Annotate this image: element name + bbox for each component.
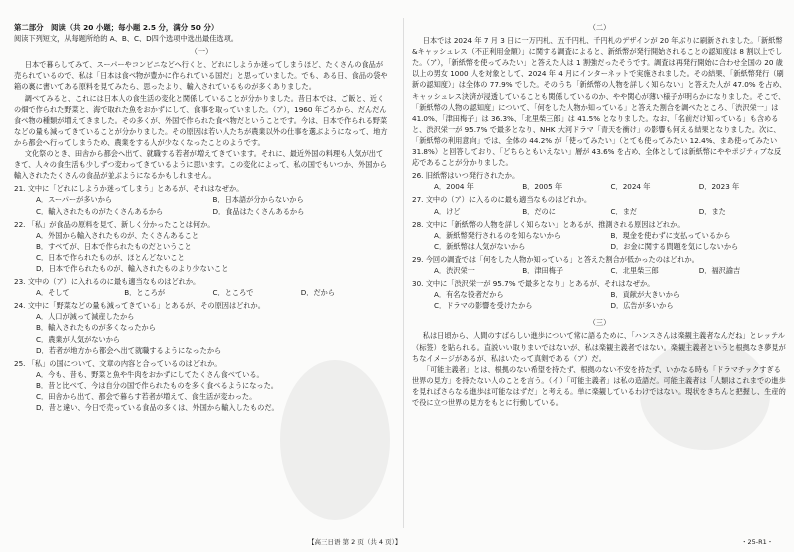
answer-options [412,230,787,252]
answer-option[interactable]: D．昔と違い、今日で売っている食品の多くは、外国から輸入したものだ。 [36,403,279,413]
answer-option[interactable]: D．お金に関する問題を気にしないから [610,241,739,251]
answer-option[interactable]: D．2023 年 [698,182,740,192]
answer-option[interactable]: B．津田梅子 [522,265,564,275]
question-stem: 28. 文中に「新紙幣の人物を詳しく知らない」とあるが、推測される原因はどれか。 [412,219,685,229]
answer-option[interactable]: C．輸入されたものがたくさんあるから [36,206,164,216]
answer-option[interactable]: A．新紙幣発行されるのを知らないから [434,230,562,240]
answer-option[interactable]: B．昔と比べて、今は自分の国で作られたものを多く食べるようになった。 [36,380,278,390]
left-column [14,0,389,413]
answer-option[interactable]: A．2004 年 [434,182,474,192]
answer-options [412,289,787,311]
answer-option[interactable]: B．だのに [522,206,556,216]
question-stem: 22. 「私」が食品の原料を見て、新しく分かったことは何か。 [14,219,215,229]
answer-options [14,194,389,216]
answer-option[interactable]: D．また [698,206,726,216]
answer-option[interactable]: A．スーパーが多いから [36,195,113,205]
answer-option[interactable]: A．渋沢栄一 [434,265,475,275]
answer-options [14,287,389,298]
answer-option[interactable]: C．ところで [212,288,254,298]
instruction: 阅读下列短文，从每题所给的 A、B、C、D四个选项中选出最佳选项。 [14,34,238,44]
right-column [412,0,787,408]
answer-option[interactable]: D．だから [300,288,336,298]
passage-1 [14,59,389,181]
answer-option[interactable]: D．若者が地方から都会へ出て就職するようになったから [36,345,222,355]
question-stem: 26. 旧紙幣はいつ発行されたか。 [412,171,520,181]
paragraph: 私は日頃から、人間のすばらしい進歩について常に語るために、「ハンスさんは楽観主義者なんだね」とレッテル（标签）を貼られる。直説いい取りまいではないが、私は楽観主義者ではない。楽観主義者というと根拠なき夢見がちなイメージがあるが、私はいたって真剣である（ア）だ。 [412,331,786,363]
answer-option[interactable]: C．ドラマの影響を受けたから [434,301,533,311]
answer-option[interactable]: B．日本語が分からないから [212,195,304,205]
answer-options [14,369,389,413]
question-stem: 23. 文中の（ア）に入れるのに最も適当なものはどれか。 [14,277,201,287]
answer-option[interactable]: C．2024 年 [610,182,651,192]
question-stem: 21. 文中に「どれにしようか迷ってしまう」とあるが、それはなぜか。 [14,184,244,194]
answer-option[interactable]: B．2005 年 [522,182,563,192]
question-stem: 30. 文中に「渋沢栄一が 95.7% で最多となり」とあるが、それはなぜか。 [412,279,655,289]
answer-options [412,265,787,276]
page-number: 【高三日语 第 2 页（共 4 页）】 [308,538,402,546]
questions-26-30 [412,170,787,311]
answer-option[interactable]: C．まだ [610,206,638,216]
answer-option[interactable]: D．日本で作られたものが、輸入されたものより少ないこと [36,263,229,273]
passage-label: （一） [190,47,213,57]
answer-option[interactable]: A．今も、昔も、野菜と魚や牛肉をおかずにしてたくさん食べている。 [36,369,264,379]
question-stem: 29. 今回の調査では「何をした人物か知っている」と答えた割合が低かったのはどれか。 [412,254,699,264]
answer-option[interactable]: C．農業が人気がないから [36,334,121,344]
answer-option[interactable]: B．貢献が大きいから [610,290,681,300]
question-stem: 27. 文中の（ア）に入るのに最も適当なものはどれか。 [412,195,592,205]
passage-3 [412,330,787,408]
exam-code: ・25-R1・ [741,538,774,546]
answer-options [14,230,389,274]
answer-option[interactable]: C．田舎から出て、都会で暮らす若者が増えて、食生活が変わった。 [36,392,257,401]
answer-option[interactable]: A．けど [434,206,461,216]
answer-option[interactable]: A．人口が減って減産したから [36,312,135,322]
answer-option[interactable]: C．日本で作られたものが、ほとんどないこと [36,252,185,262]
answer-option[interactable]: D．広告が多いから [610,301,674,311]
answer-option[interactable]: D．食品はたくさんあるから [212,206,305,216]
answer-option[interactable]: A．外国から輸入されたものが、たくさんあること [36,230,200,240]
question-stem: 25. 「私」の国について、文章の内容と合っているのはどれか。 [14,358,222,368]
answer-options [412,206,787,217]
answer-option[interactable]: C．新紙幣は人気がないから [434,241,526,251]
answer-options [14,311,389,355]
answer-option[interactable]: A．有名な役者だから [434,290,504,300]
answer-option[interactable]: C．北里柴三郎 [610,265,659,275]
answer-option[interactable]: B．ところが [124,288,166,298]
answer-option[interactable]: D．福沢諭吉 [698,265,741,275]
passage-2 [412,35,787,168]
paragraph: 日本では 2024 年 7 月 3 日に一万円札、五千円札、千円札のデザインが 20 年ぶりに刷新されました。「新紙幣&キャッシュレス（不正利用金額）」に関する調査によると、新紙幣が発行開始されることの認知度は 8 割以上でした。（ア），「新紙幣を使ってみたい」と答えた人は 1 割強だったそうです。調査は再発行開始に合わせ全国の 20 歳以上の男女 1000 人を対象として、2024 年 4 月にインターネットで実施されました。その結果、「新紙幣発行（刷新の認知度）」は全体の 77.9% でした。そのうち「新紙幣の人物を詳しく知らない」と答えた人が 47.0% を占め、キャッシュレス決済が浸透していることも関係しているのか、やや関心が薄い様子が明らかになりました。そこで、「新紙幣の人物の認知度」について、「何をした人物か知っている」と答えた割合を調べたところ、「渋沢栄一」は 41.0%、「津田梅子」は 36.3%、「北里柴三郎」は 41.5% となりました。なお、「名前だけ知っている」も含めると、渋沢栄一が 95.7% で最多となり、NHK 大河ドラマ「青天を衝け」の影響も何える結果となりました。次に、「新紙幣の利用意向」では、全体の 44.2% が「使ってみたい」（とても使ってみたい 12.4%、まあ使ってみたい 31.8%）と回答しており、「どちらともいえない」層が 43.6% を占め、全体としては新紙幣にややポジティブな反応であることが分かりました。 [412,36,787,168]
answer-option[interactable]: B．すべてが、日本で作られたものだということ [36,241,192,251]
answer-options [412,181,787,192]
paragraph: 文化祭のとき、田舎から都会へ出て、就職する若者が増えてきています。それに、最近外国の料理も人気が出てきて、人々の食生活も少しずつ変わってきているように思います。この変化によって、私の国でもいつか、外国から輸入されたたくさんの食品が並ぶようになるかもしれません。 [14,149,387,181]
answer-option[interactable]: A．そして [36,288,70,298]
passage-label: （三） [588,318,611,328]
answer-option[interactable]: B．現金を使わずに支払っているから [610,230,731,240]
questions-21-25 [14,183,389,413]
passage-label: （二） [588,23,611,32]
column-divider [403,18,404,528]
paragraph: 調べてみると、これには日本人の食生活の変化と関係していることが分かりました。昔日本では、ご飯と、近くの畑で作られた野菜と、海で取れた魚をおかずにして、食事を取っていました。（ア），1960 年ごろから、だんだん食べ物の種類が増えてきました。その多くが、外国で作られた食べ物だということです。今は、日本で作られる野菜などの量も減ってきていることが分かりました。その原因は若い人たちが農業以外の仕事を選ぶようになって、地方から都会へ行ってしまうため、農業をする人が少なくなったことのようです。 [14,93,388,147]
answer-option[interactable]: B．輸入されたものが多くなったから [36,323,156,333]
question-stem: 24. 文中に「野菜などの量も減ってきている」とあるが、その原因はどれか。 [14,301,265,311]
paragraph: 日本で暮らしてみて、スーパーやコンビニなどへ行くと、どれにしようか迷ってしまうほど、たくさんの食品が売られているので、私は「日本は食べ物が豊かに作られている国だ」と思っていました。でも、ある日、食品の袋や箱の裏に書いてある原料を見てみたら、思ったより、輸入されているものが多くありました。 [14,60,388,92]
section-title: 第二部分 阅读（共 20 小题；每小题 2.5 分，满分 50 分） [14,23,219,32]
paragraph: 「可能主義者」とは、根拠のない希望を持たず、根拠のない不安を持たず、いかなる時も「ドラマチックすぎる世界の見方」を持たない人のことを言う。（イ）「可能主義者」は私の造語だ。可能主義者は「人類はこれまでの進歩を見ればさらなる進歩は可能なはずだ」と考える。単に楽観しているわけではない。現状をきちんと把握し、生産的で役に立つ世界の見方をもとに行動している。 [412,364,786,407]
